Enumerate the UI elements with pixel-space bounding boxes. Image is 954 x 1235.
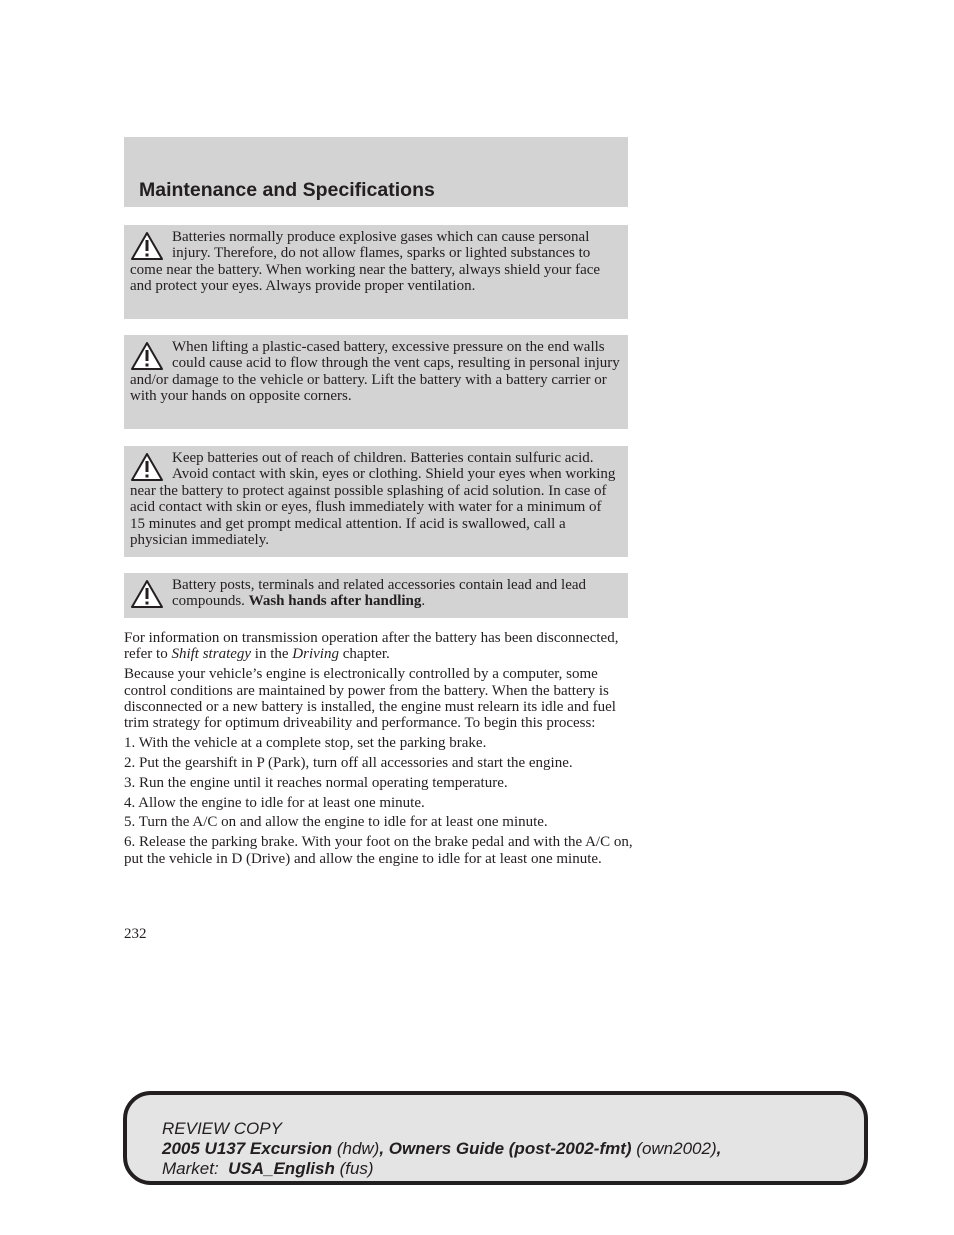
paragraph-text: in the	[251, 646, 293, 663]
footer-separator: ,	[716, 1139, 722, 1158]
list-item-step-3: 3. Run the engine until it reaches normal operating temperature.	[124, 774, 508, 791]
footer-market-code: (fus)	[334, 1159, 374, 1178]
footer-market-label: Market:	[162, 1159, 229, 1178]
warning-text-start: Battery posts, terminals and related accessories contain lead and lead compounds.	[172, 577, 587, 610]
footer-model-code: (hdw)	[332, 1139, 380, 1158]
warning-text	[172, 577, 586, 609]
warning-triangle-icon	[130, 231, 164, 261]
paragraph-transmission-info	[124, 630, 634, 663]
warning-text: Keep batteries out of reach of children. Batteries contain sulfuric acid. Avoid contact with skin, eyes or clothing. Shield your eyes when working near the battery to protect against possible splashing of acid solution. In case of acid contact with skin or eyes, flush immediately with water for a minimum of 15 minutes and get prompt medical attention. If acid is swallowed, call a physician immediately.	[130, 450, 616, 549]
warning-text: Batteries normally produce explosive gases which can cause personal injury. Therefore, do not allow flames, sparks or lighted substances to come near the battery. When working near the battery, always shield your face and protect your eyes. Always provide proper ventilation.	[130, 229, 601, 295]
footer-text	[162, 1119, 721, 1179]
list-item-step-2: 2. Put the gearshift in P (Park), turn off all accessories and start the engine.	[124, 755, 573, 772]
footer-separator: ,	[379, 1139, 389, 1158]
warning-box-explosive-gases	[124, 225, 628, 319]
footer-review-copy: REVIEW COPY	[162, 1119, 282, 1138]
footer-market-info	[162, 1159, 721, 1179]
warning-triangle-icon	[130, 452, 164, 482]
warning-triangle-icon	[130, 341, 164, 371]
paragraph-text: chapter.	[338, 646, 390, 663]
page-number: 232	[124, 926, 147, 942]
section-header	[124, 137, 628, 207]
warning-triangle-icon	[130, 579, 164, 609]
footer-market: USA_English	[228, 1159, 335, 1178]
list-item-step-1: 1. With the vehicle at a complete stop, set the parking brake.	[124, 735, 487, 752]
paragraph-relearn-intro: Because your vehicle’s engine is electronically controlled by a computer, some control conditions are maintained by power from the battery. When the battery is disconnected or a new battery is installed, the engine must relearn its idle and fuel trim strategy for optimum driveability and performance. To begin this process:	[124, 666, 616, 732]
footer-guide: Owners Guide (post-2002-fmt)	[388, 1139, 632, 1158]
footer-model: 2005 U137 Excursion	[162, 1139, 333, 1158]
paragraph-text: For information on transmission operation after the battery has been disconnected, refer to	[124, 630, 619, 663]
review-copy-footer	[123, 1091, 868, 1185]
section-title: Maintenance and Specifications	[139, 179, 435, 201]
warning-text-emphasis: Wash hands after handling	[248, 593, 422, 610]
driving-chapter-reference: Driving	[292, 646, 339, 663]
warning-box-sulfuric-acid	[124, 446, 628, 557]
warning-text-end: .	[421, 593, 426, 610]
shift-strategy-reference: Shift strategy	[171, 646, 252, 663]
footer-guide-code: (own2002)	[631, 1139, 717, 1158]
list-item-step-5: 5. Turn the A/C on and allow the engine to idle for at least one minute.	[124, 814, 548, 831]
footer-document-info	[162, 1139, 721, 1159]
warning-box-lead-compounds	[124, 573, 628, 618]
list-item-step-4: 4. Allow the engine to idle for at least one minute.	[124, 794, 425, 811]
list-item-step-6: 6. Release the parking brake. With your foot on the brake pedal and with the A/C on, put the vehicle in D (Drive) and allow the engine to idle for at least one minute.	[124, 834, 633, 867]
body-text	[124, 630, 634, 870]
warning-text: When lifting a plastic-cased battery, excessive pressure on the end walls could cause acid to flow through the vent caps, resulting in personal injury and/or damage to the vehicle or battery. Lift the battery with a battery carrier or with your hands on opposite corners.	[130, 339, 620, 405]
warning-box-lifting-battery	[124, 335, 628, 429]
